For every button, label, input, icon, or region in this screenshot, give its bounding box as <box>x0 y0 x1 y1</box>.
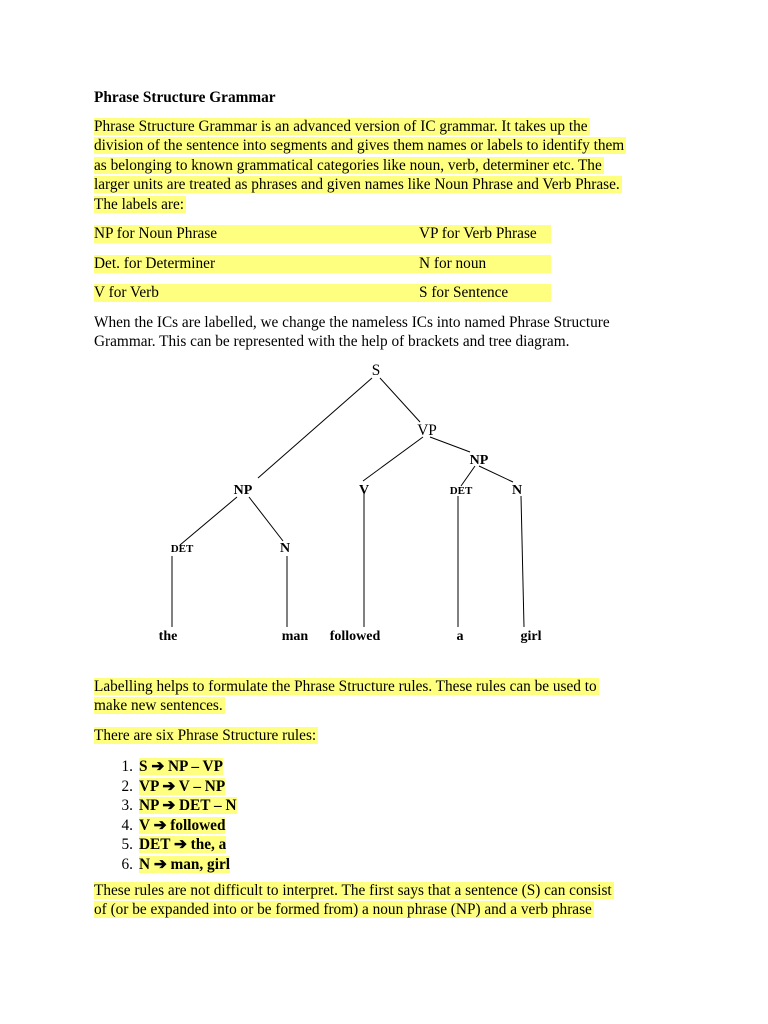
edge-s-np <box>258 378 372 478</box>
label-row <box>94 254 554 274</box>
edge-vp-np <box>430 437 470 452</box>
intro-line: as belonging to known grammatical categories like noun, verb, determiner etc. The <box>94 156 602 174</box>
node-vp: VP <box>417 422 437 439</box>
rules-list <box>94 757 237 875</box>
word-the: the <box>158 629 178 644</box>
edge-s-vp <box>380 378 420 422</box>
node-n-object: N <box>511 483 523 498</box>
label-right: VP for Verb Phrase <box>419 225 537 242</box>
word-followed: followed <box>329 629 381 644</box>
edge-np-det-subject <box>180 497 237 545</box>
rule-item: 3. NP ➔ DET – N <box>121 797 237 815</box>
rule-item: 6. N ➔ man, girl <box>121 855 230 873</box>
rule-item: 2. VP ➔ V – NP <box>121 777 226 795</box>
rule-item: 1. S ➔ NP – VP <box>121 758 223 775</box>
edge-vp-v <box>363 437 423 481</box>
node-v: V <box>358 483 370 498</box>
labelling-line: Labelling helps to formulate the Phrase Structure rules. These rules can be used to <box>94 678 597 695</box>
when-line: When the ICs are labelled, we change the nameless ICs into named Phrase Structure <box>94 314 610 331</box>
word-girl: girl <box>520 629 542 644</box>
intro-line: larger units are treated as phrases and given names like Noun Phrase and Verb Phrase. <box>94 176 620 194</box>
node-det-object: DET <box>449 485 473 497</box>
closing-line: of (or be expanded into or be formed from) a noun phrase (NP) and a verb phrase <box>94 901 592 919</box>
tree-diagram <box>0 355 768 655</box>
labelling-line: make new sentences. <box>94 697 223 715</box>
intro-paragraph <box>94 117 714 214</box>
rule-item: 5. DET ➔ the, a <box>121 836 227 854</box>
rule-item: 4. V ➔ followed <box>121 816 226 834</box>
label-right: S for Sentence <box>419 284 509 301</box>
node-det-subject: DET <box>170 543 194 555</box>
label-left: Det. for Determiner <box>94 255 216 272</box>
edge-np-det <box>461 466 475 486</box>
intro-line: Phrase Structure Grammar is an advanced version of IC grammar. It takes up the <box>94 118 588 135</box>
when-paragraph <box>94 313 714 352</box>
intro-line: division of the sentence into segments and gives them names or labels to identify them <box>94 137 625 155</box>
word-a: a <box>456 629 464 644</box>
when-line: Grammar. This can be represented with the help of brackets and tree diagram. <box>94 333 570 351</box>
edge-np-n <box>479 466 513 482</box>
node-n-subject: N <box>279 541 291 556</box>
label-row <box>94 224 554 244</box>
edge-np-n-subject <box>249 497 283 541</box>
word-man: man <box>281 629 309 644</box>
closing-paragraph <box>94 881 714 920</box>
intro-line: The labels are: <box>94 195 185 213</box>
edge-n-girl <box>521 496 524 627</box>
node-np-subject: NP <box>233 483 253 498</box>
closing-line: These rules are not difficult to interpret. The first says that a sentence (S) can consist <box>94 882 612 899</box>
label-left: NP for Noun Phrase <box>94 225 218 242</box>
label-row <box>94 283 554 303</box>
labelling-paragraph <box>94 677 714 716</box>
page-title: Phrase Structure Grammar <box>94 89 276 106</box>
six-rules-intro: There are six Phrase Structure rules: <box>94 727 317 744</box>
node-s: S <box>371 362 381 379</box>
label-left: V for Verb <box>94 284 159 301</box>
node-np-object: NP <box>469 453 489 468</box>
label-right: N for noun <box>419 255 487 272</box>
